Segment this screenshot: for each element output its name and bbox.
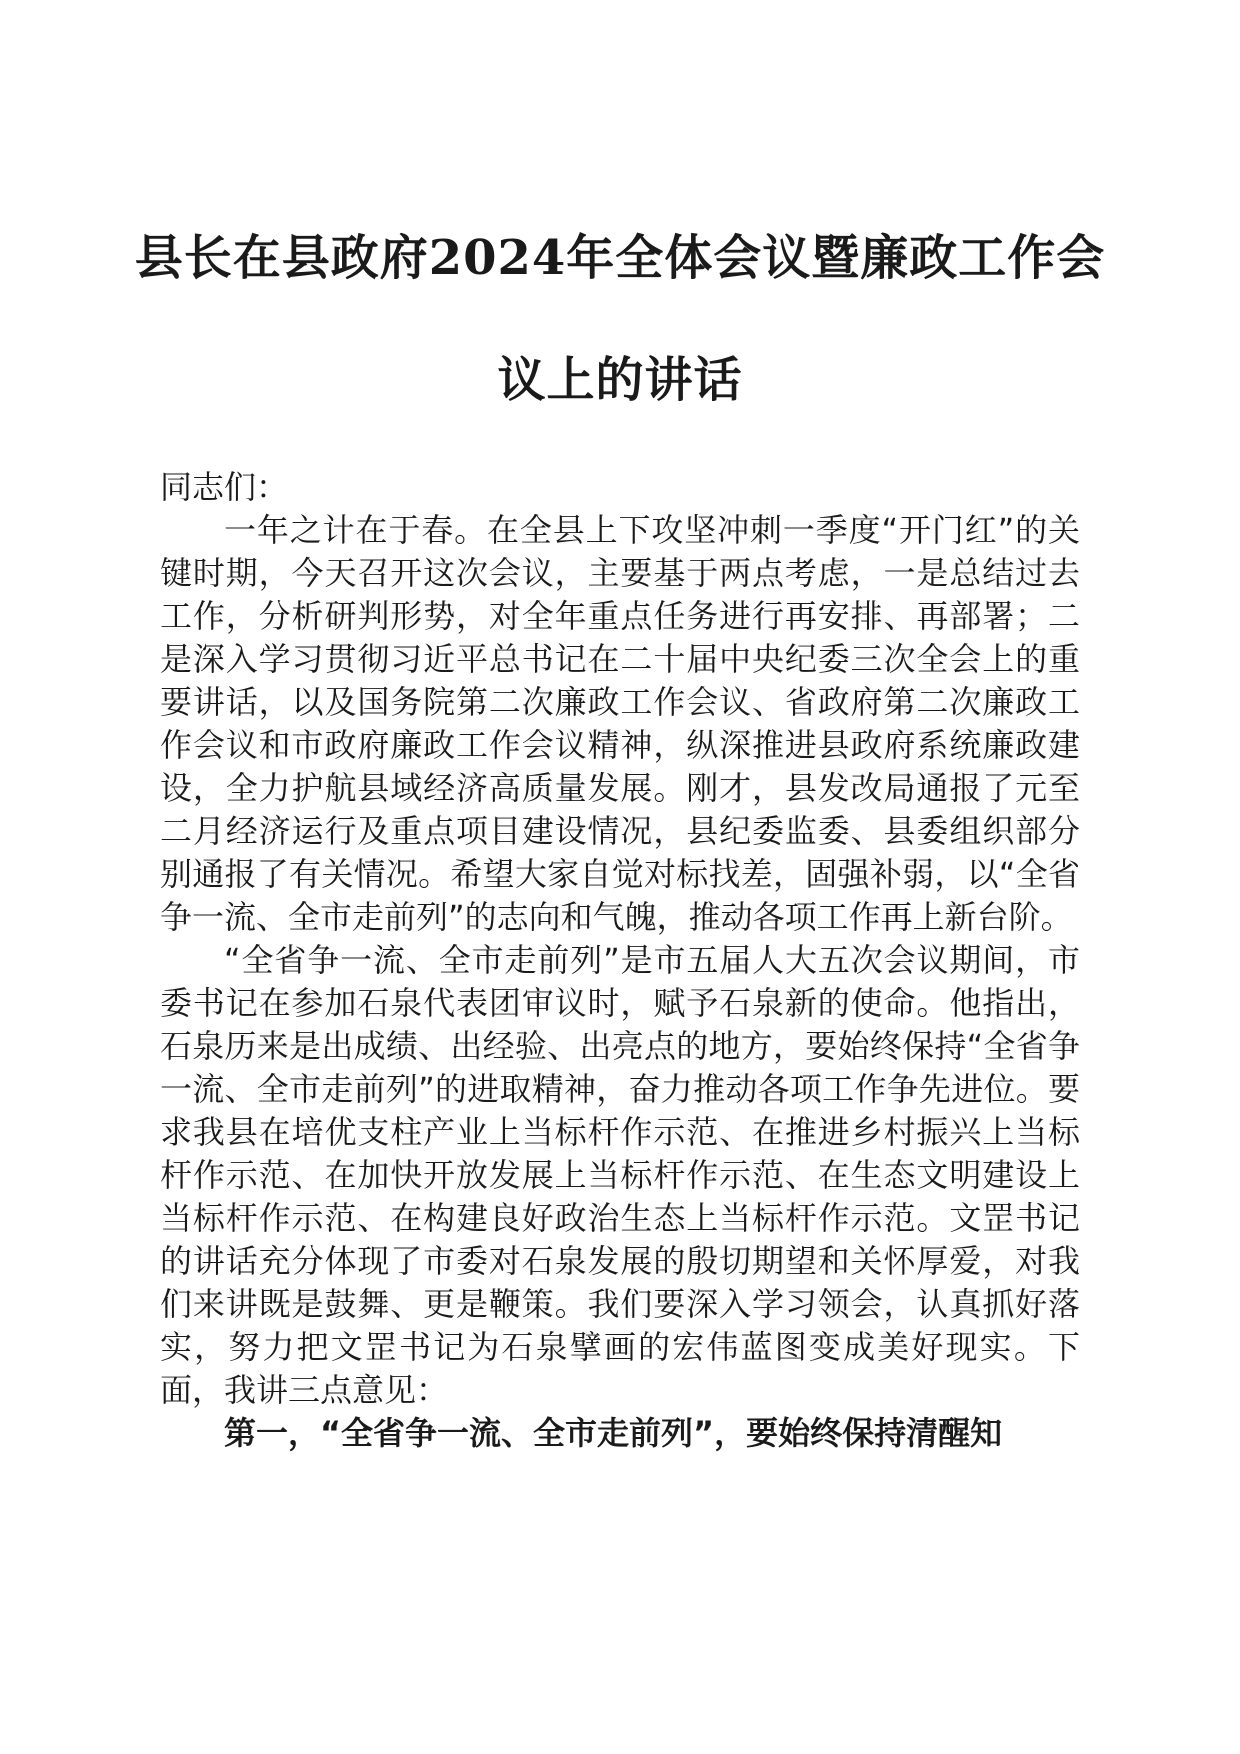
salutation: 同志们： [160,468,289,506]
document-body [160,466,1080,1455]
section-heading-1: 第一，“全省争一流、全市走前列”，要始终保持清醒知 [224,1414,1003,1452]
document-title-line-1: 县长在县政府2024年全体会议暨廉政工作会 [134,230,1106,286]
paragraph-1: 一年之计在于春。在全县上下攻坚冲刺一季度“开门红”的关键时期，今天召开这次会议，主要基于两点考虑，一是总结过去工作，分析研判形势，对全年重点任务进行再安排、再部署；二是深入学习贯彻习近平总书记在二十届中央纪委三次全会上的重要讲话，以及国务院第二次廉政工作会议、省政府第二次廉政工作会议和市政府廉政工作会议精神，纵深推进县政府系统廉政建设，全力护航县域经济高质量发展。刚才，县发改局通报了元至二月经济运行及重点项目建设情况，县纪委监委、县委组织部分别通报了有关情况。希望大家自觉对标找差，固强补弱，以“全省争一流、全市走前列”的志向和气魄，推动各项工作再上新台阶。 [160,511,1080,936]
paragraph-2: “全省争一流、全市走前列”是市五届人大五次会议期间，市委书记在参加石泉代表团审议时，赋予石泉新的使命。他指出，石泉历来是出成绩、出经验、出亮点的地方，要始终保持“全省争一流、全市走前列”的进取精神，奋力推动各项工作争先进位。要求我县在培优支柱产业上当标杆作示范、在推进乡村振兴上当标杆作示范、在加快开放发展上当标杆作示范、在生态文明建设上当标杆作示范、在构建良好政治生态上当标杆作示范。文罡书记的讲话充分体现了市委对石泉发展的殷切期望和关怀厚爱，对我们来讲既是鼓舞、更是鞭策。我们要深入学习领会，认真抓好落实，努力把文罡书记为石泉擘画的宏伟蓝图变成美好现实。下面，我讲三点意见： [160,941,1080,1409]
document-title-line-2: 议上的讲话 [497,352,743,408]
